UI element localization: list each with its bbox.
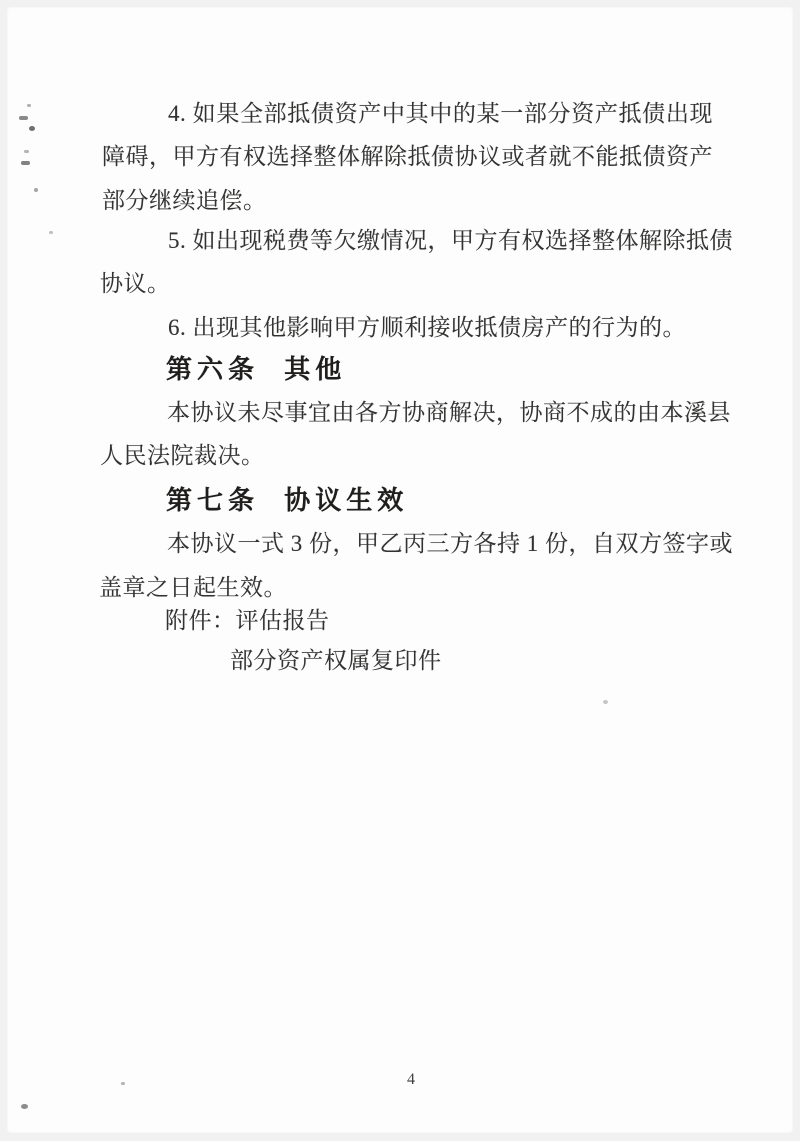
clause-4-line-1: 4. 如果全部抵债资产中其中的某一部分资产抵债出现 — [168, 101, 713, 126]
clause-5-line-1: 5. 如出现税费等欠缴情况，甲方有权选择整体解除抵债 — [168, 228, 733, 253]
scan-speck — [121, 1082, 125, 1085]
scan-speck — [27, 104, 31, 107]
document-page — [7, 7, 793, 1133]
scan-speck — [34, 188, 38, 192]
article-7-body-line-2: 盖章之日起生效。 — [99, 575, 287, 600]
scan-speck — [24, 150, 29, 153]
attachment-line-2: 部分资产权属复印件 — [230, 648, 442, 673]
scan-speck — [603, 700, 608, 704]
scan-speck — [19, 116, 28, 120]
attachment-line-1: 附件：评估报告 — [165, 608, 330, 633]
clause-4-line-3: 部分继续追偿。 — [102, 188, 267, 213]
scan-speck — [21, 1104, 28, 1109]
clause-4-line-2: 障碍，甲方有权选择整体解除抵债协议或者就不能抵债资产 — [102, 144, 713, 169]
scan-speck — [29, 126, 35, 131]
page-number: 4 — [407, 1071, 415, 1088]
article-7-heading: 第七条 协议生效 — [166, 485, 409, 515]
article-7-body-line-1: 本协议一式 3 份，甲乙丙三方各持 1 份，自双方签字或 — [167, 531, 733, 556]
clause-6-line: 6. 出现其他影响甲方顺利接收抵债房产的行为的。 — [168, 315, 686, 340]
scan-speck — [21, 161, 30, 165]
article-6-heading: 第六条 其他 — [166, 354, 347, 384]
article-6-body-line-1: 本协议未尽事宜由各方协商解决，协商不成的由本溪县 — [167, 400, 731, 425]
article-6-body-line-2: 人民法院裁决。 — [100, 443, 265, 468]
clause-5-line-2: 协议。 — [100, 271, 171, 296]
scan-speck — [49, 231, 53, 234]
